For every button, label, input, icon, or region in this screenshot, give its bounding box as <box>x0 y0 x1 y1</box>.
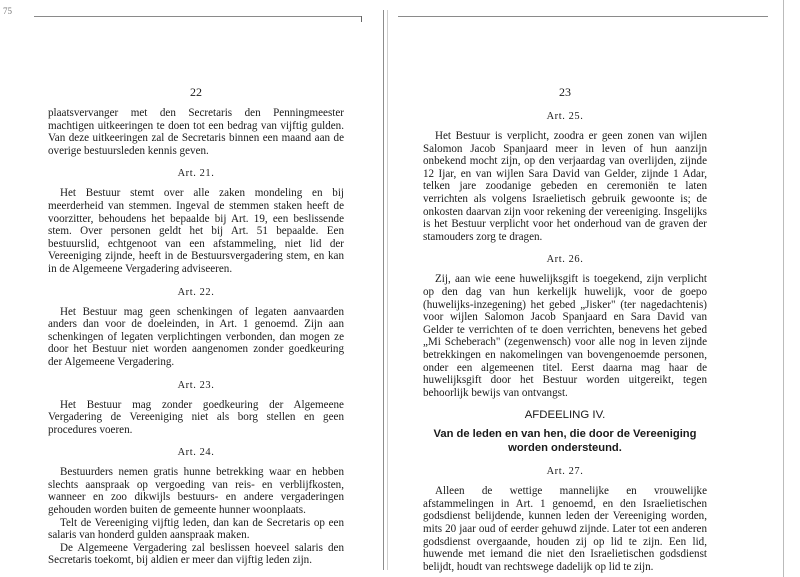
article-heading-23: Art. 23. <box>177 379 215 391</box>
article-24-paragraph-1: Bestuurders nemen gratis hunne betrekking waar en hebben slechts aanspraak op vergoeding van reis- en verblijfkosten, wanneer en zoo dikwijls bestuurs- en andere vergaderingen gehouden worden buiten de gemeente hunner woonplaats. <box>48 466 344 517</box>
article-24-paragraph-3: De Algemeene Vergadering zal beslissen hoeveel salaris den Secretaris toekomt, bij aldien er meer dan vijftig leden zijn. <box>48 541 344 567</box>
section-subtitle: Van de leden en van hen, die door de Vereeniging worden ondersteund. <box>433 428 697 455</box>
top-rule-right <box>398 16 768 17</box>
article-heading-26: Art. 26. <box>546 254 584 266</box>
article-25-paragraph: Het Bestuur is verplicht, zoodra er geen zonen van wijlen Salomon Jacob Spanjaard meer in leven of hun aanzijn onbekend mocht zijn, op den verjaardag van overlijden, zijnde 12 Ijar, en van wijlen Sara David van Gelder, zijnde 1 Adar, telken jare zoodanige gebeden en ceremoniën te laten verrichten als volgens Israelietisch gebruik gewoonte is; de onkosten daarvan zijn voor rekening der vereeniging. Insgelijks is het Bestuur verplicht voor het onderhoud van de graven der stamouders zorg te dragen. <box>423 130 707 243</box>
continuation-paragraph: plaatsvervanger met den Secretaris den Penningmeester machtigen uitkeeringen te doen tot een bedrag van vijftig gulden. Van deze uitkeeringen zal de Secretaris binnen een maand aan de overige bestuursleden kennis geven. <box>48 107 344 157</box>
article-22-paragraph: Het Bestuur mag geen schenkingen of legaten aanvaarden anders dan voor de doeleinden, in Art. 1 genoemd. Zijn aan schenkingen of legaten verplichtingen verbonden, dan mogen ze door het Bestuur niet worden aangenomen zonder goedkeuring der Algemeene Vergadering. <box>48 305 344 368</box>
left-page <box>48 86 344 567</box>
article-21-paragraph: Het Bestuur stemt over alle zaken mondeling en bij meerderheid van stemmen. Ingeval de stemmen staken heeft de voorzitter, behoudens het bepaalde bij Art. 19, een beslissende stem. Over personen geldt het bij Art. 51 bepaalde. Een bestuurslid, echtgenoot van een afstammeling, niet lid der Vereeniging zijnde, heeft in de Bestuursvergadering stem, en kan in de Algemeene Vergadering adviseeren. <box>48 187 344 275</box>
page-number: 23 <box>559 85 571 99</box>
article-heading-21: Art. 21. <box>177 168 215 180</box>
scan-edge <box>783 0 784 577</box>
article-27-paragraph: Alleen de wettige mannelijke en vrouwelijke afstammelingen in Art. 1 genoemd, en den Israelietischen godsdienst belijdende, kunnen leden der Vereeniging worden, mits 20 jaar oud of eerder gehuwd zijnde. Later tot een anderen godsdienst overgaande, houden zij op lid te zijn. Een lid, huwende met iemand die niet den Israelietischen godsdienst belijdt, houdt van rechtswege dadelijk op lid te zijn. <box>423 485 707 573</box>
right-page <box>423 86 707 573</box>
article-heading-25: Art. 25. <box>546 111 584 122</box>
article-heading-24: Art. 24. <box>177 447 215 459</box>
article-24-paragraph-2: Telt de Vereeniging vijftig leden, dan kan de Secretaris op een salaris van honderd gulden aanspraak maken. <box>48 516 344 542</box>
article-26-paragraph: Zij, aan wie eene huwelijksgift is toegekend, zijn verplicht op den dag van hun kerkelijk huwelijk, voor de goepo (huwelijks-inzegening) het gebed „Jisker" (ter nagedachtenis) voor wijlen Salomon Jacob Spanjaard en Sara David van Gelder te verrichten of te doen verrichten, benevens het gebed „Mi Scheberach" (zegenwensch) voor alle nog in leven zijnde betrekkingen en nakomelingen van bovengenoemde personen, onder een algemeenen titel. Eerst daarna mag haar de huwelijksgift door het Bestuur worden uitgereikt, tegen behoorlijk bewijs van ontvangst. <box>423 273 707 399</box>
page-stamp: 75 <box>3 6 12 16</box>
article-heading-22: Art. 22. <box>177 286 215 298</box>
top-rule-tick <box>361 16 362 22</box>
book-gutter <box>383 10 384 570</box>
top-rule-left <box>34 16 361 17</box>
article-23-paragraph: Het Bestuur mag zonder goedkeuring der Algemeene Vergadering de Vereeniging niet als borg stellen en geen procedures voeren. <box>48 398 344 436</box>
article-heading-27: Art. 27. <box>546 466 584 478</box>
section-title: AFDEELING IV. <box>524 409 606 422</box>
book-gutter-shadow <box>387 10 388 570</box>
page-number: 22 <box>190 85 202 99</box>
